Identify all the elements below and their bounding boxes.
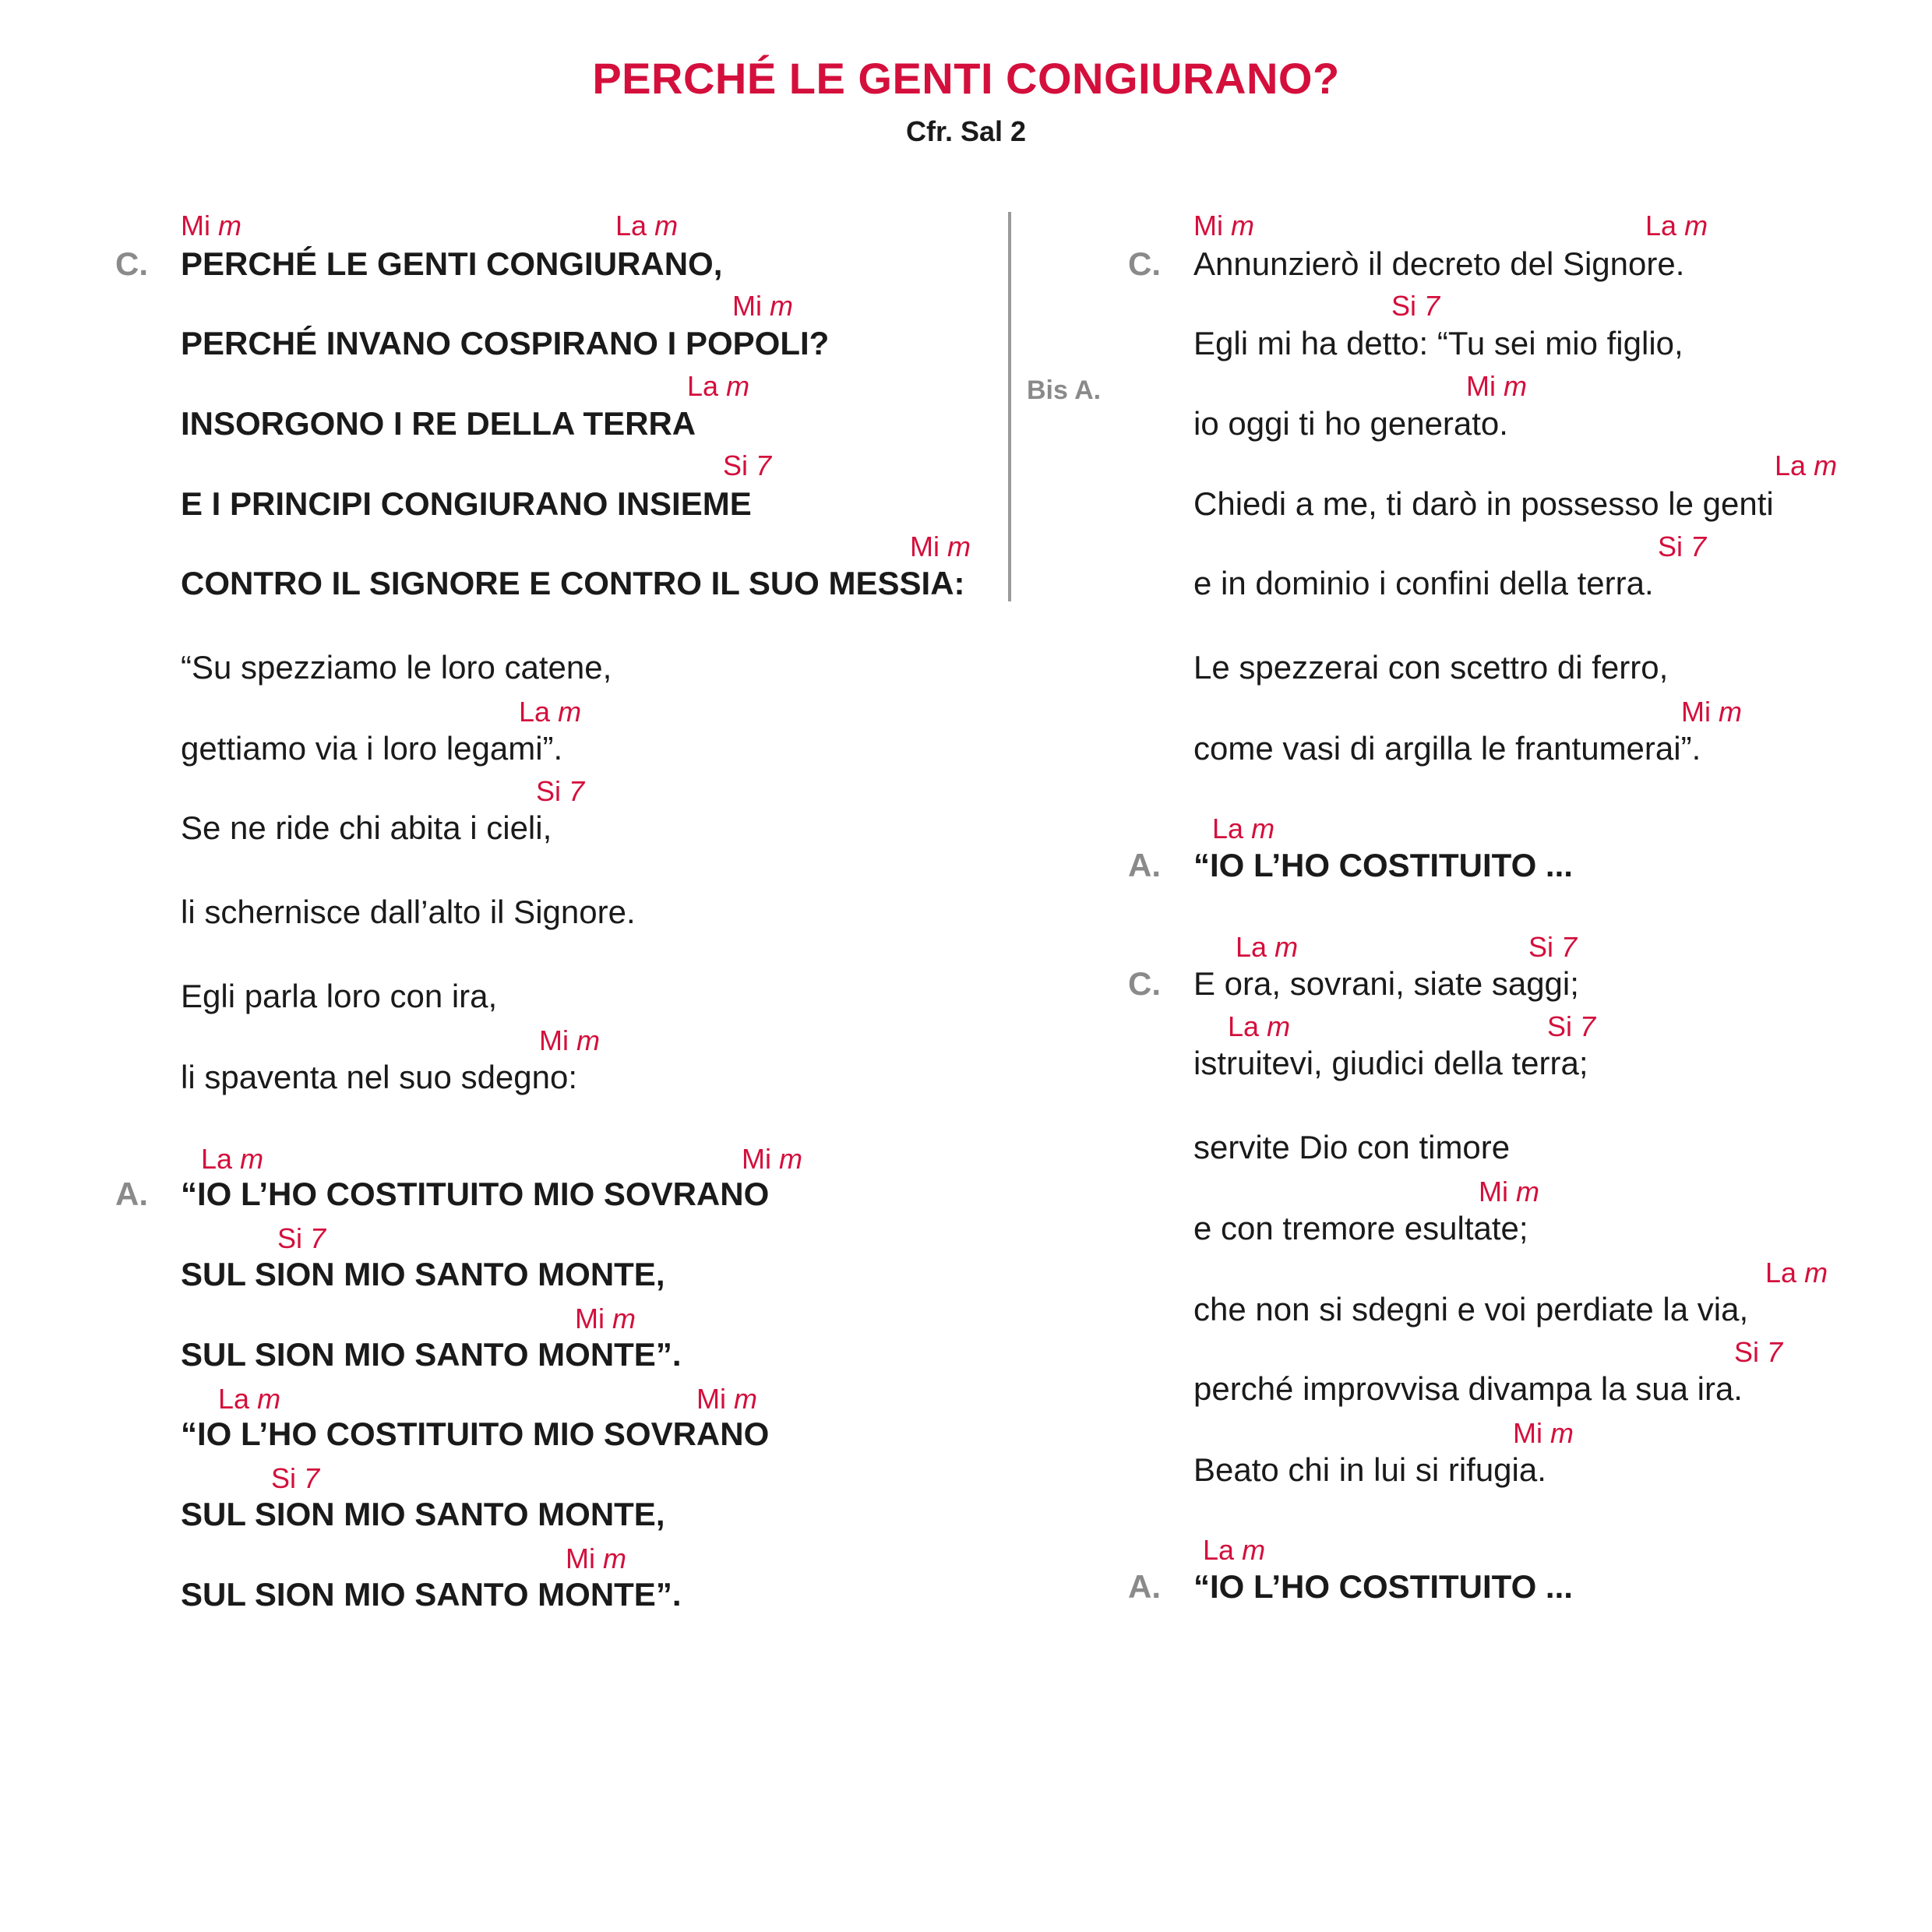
lyric-line: SUL SION MIO SANTO MONTE, — [181, 1496, 665, 1532]
section-label-c: C. — [1128, 965, 1161, 1002]
chord-la-m: La m — [687, 370, 750, 402]
chord-la-m: La m — [1228, 1010, 1291, 1042]
chord-mi-m: Mi m — [732, 290, 794, 322]
lyric-line: Egli parla loro con ira, — [181, 978, 498, 1014]
chord-la-m: La m — [1645, 210, 1708, 242]
lyric-line: SUL SION MIO SANTO MONTE”. — [181, 1576, 682, 1613]
lyric-line: Chiedi a me, ti darò in possesso le genti — [1193, 485, 1774, 522]
chord-mi-m: Mi m — [1479, 1176, 1540, 1208]
chord-la-m: La m — [1212, 813, 1275, 844]
lyric-line: istruitevi, giudici della terra; — [1193, 1045, 1588, 1081]
chord-mi-m: Mi m — [910, 531, 971, 562]
lyric-line: Le spezzerai con scettro di ferro, — [1193, 649, 1669, 686]
lyric-line: che non si sdegni e voi perdiate la via, — [1193, 1291, 1749, 1327]
lyric-line: SUL SION MIO SANTO MONTE”. — [181, 1336, 682, 1373]
lyric-line: come vasi di argilla le frantumerai”. — [1193, 730, 1701, 767]
lyric-line: Se ne ride chi abita i cieli, — [181, 809, 552, 846]
chord-mi-m: Mi m — [181, 210, 242, 242]
lyric-line: gettiamo via i loro legami”. — [181, 730, 563, 767]
lyric-line: INSORGONO I RE DELLA TERRA — [181, 405, 696, 442]
chord-mi-m: Mi m — [1513, 1417, 1574, 1449]
lyric-line: Egli mi ha detto: “Tu sei mio figlio, — [1193, 325, 1683, 361]
lyric-line: servite Dio con timore — [1193, 1129, 1511, 1165]
chord-si-7: Si 7 — [1734, 1336, 1783, 1368]
chord-si-7: Si 7 — [1547, 1010, 1596, 1042]
section-label-c: C. — [1128, 245, 1161, 282]
lyric-line: “IO L’HO COSTITUITO MIO SOVRANO — [181, 1416, 770, 1452]
chord-la-m: La m — [519, 696, 582, 728]
chord-la-m: La m — [1775, 450, 1838, 481]
chord-mi-m: Mi m — [575, 1303, 636, 1334]
chord-la-m: La m — [1203, 1534, 1266, 1566]
chord-la-m: La m — [1236, 931, 1299, 963]
chord-mi-m: Mi m — [566, 1542, 627, 1574]
chord-mi-m: Mi m — [539, 1024, 601, 1056]
chord-si-7: Si 7 — [1658, 531, 1707, 562]
bis-bracket-line — [1008, 212, 1011, 601]
lyric-line: CONTRO IL SIGNORE E CONTRO IL SUO MESSIA: — [181, 565, 965, 601]
chord-si-7: Si 7 — [1391, 290, 1440, 322]
chord-mi-m: Mi m — [1681, 696, 1743, 728]
lyric-line: “IO L’HO COSTITUITO MIO SOVRANO — [181, 1176, 770, 1212]
lyric-line: SUL SION MIO SANTO MONTE, — [181, 1256, 665, 1292]
lyric-line: li spaventa nel suo sdegno: — [181, 1059, 578, 1095]
lyric-line: PERCHÉ LE GENTI CONGIURANO, — [181, 245, 723, 282]
chord-mi-m: Mi m — [1193, 210, 1255, 242]
chord-mi-m: Mi m — [696, 1383, 758, 1415]
section-label-c: C. — [115, 245, 148, 282]
chord-si-7: Si 7 — [277, 1222, 326, 1254]
chord-mi-m: Mi m — [1466, 370, 1528, 402]
lyric-line: E ora, sovrani, siate saggi; — [1193, 965, 1579, 1002]
chord-si-7: Si 7 — [723, 450, 772, 481]
song-subtitle: Cfr. Sal 2 — [905, 115, 1027, 147]
lyric-line: Annunzierò il decreto del Signore. — [1193, 245, 1685, 282]
section-label-a: A. — [1128, 847, 1161, 883]
chord-la-m: La m — [201, 1143, 264, 1175]
chord-si-7: Si 7 — [1528, 931, 1578, 963]
lyric-line: e con tremore esultate; — [1193, 1210, 1528, 1246]
lyric-line: E I PRINCIPI CONGIURANO INSIEME — [181, 485, 752, 522]
chord-si-7: Si 7 — [536, 775, 585, 807]
section-label-a: A. — [115, 1176, 148, 1212]
lyric-line: PERCHÉ INVANO COSPIRANO I POPOLI? — [181, 325, 830, 361]
chord-si-7: Si 7 — [271, 1462, 320, 1494]
song-title: PERCHÉ LE GENTI CONGIURANO? — [592, 54, 1340, 103]
lyric-line: “IO L’HO COSTITUITO ... — [1193, 847, 1573, 883]
lyric-line: “IO L’HO COSTITUITO ... — [1193, 1568, 1573, 1605]
lyric-line: li schernisce dall’alto il Signore. — [181, 894, 636, 930]
section-label-a: A. — [1128, 1568, 1161, 1605]
chord-la-m: La m — [218, 1383, 281, 1415]
bis-label: Bis A. — [1027, 375, 1102, 405]
lyric-line: e in dominio i confini della terra. — [1193, 565, 1654, 601]
lyric-line: perché improvvisa divampa la sua ira. — [1193, 1370, 1743, 1407]
chord-mi-m: Mi m — [742, 1143, 803, 1175]
chord-la-m: La m — [1765, 1257, 1828, 1289]
lyric-line: Beato chi in lui si rifugia. — [1193, 1451, 1546, 1488]
lyric-line: “Su spezziamo le loro catene, — [181, 649, 612, 686]
chord-la-m: La m — [615, 210, 679, 242]
lyric-line: io oggi ti ho generato. — [1193, 405, 1508, 442]
